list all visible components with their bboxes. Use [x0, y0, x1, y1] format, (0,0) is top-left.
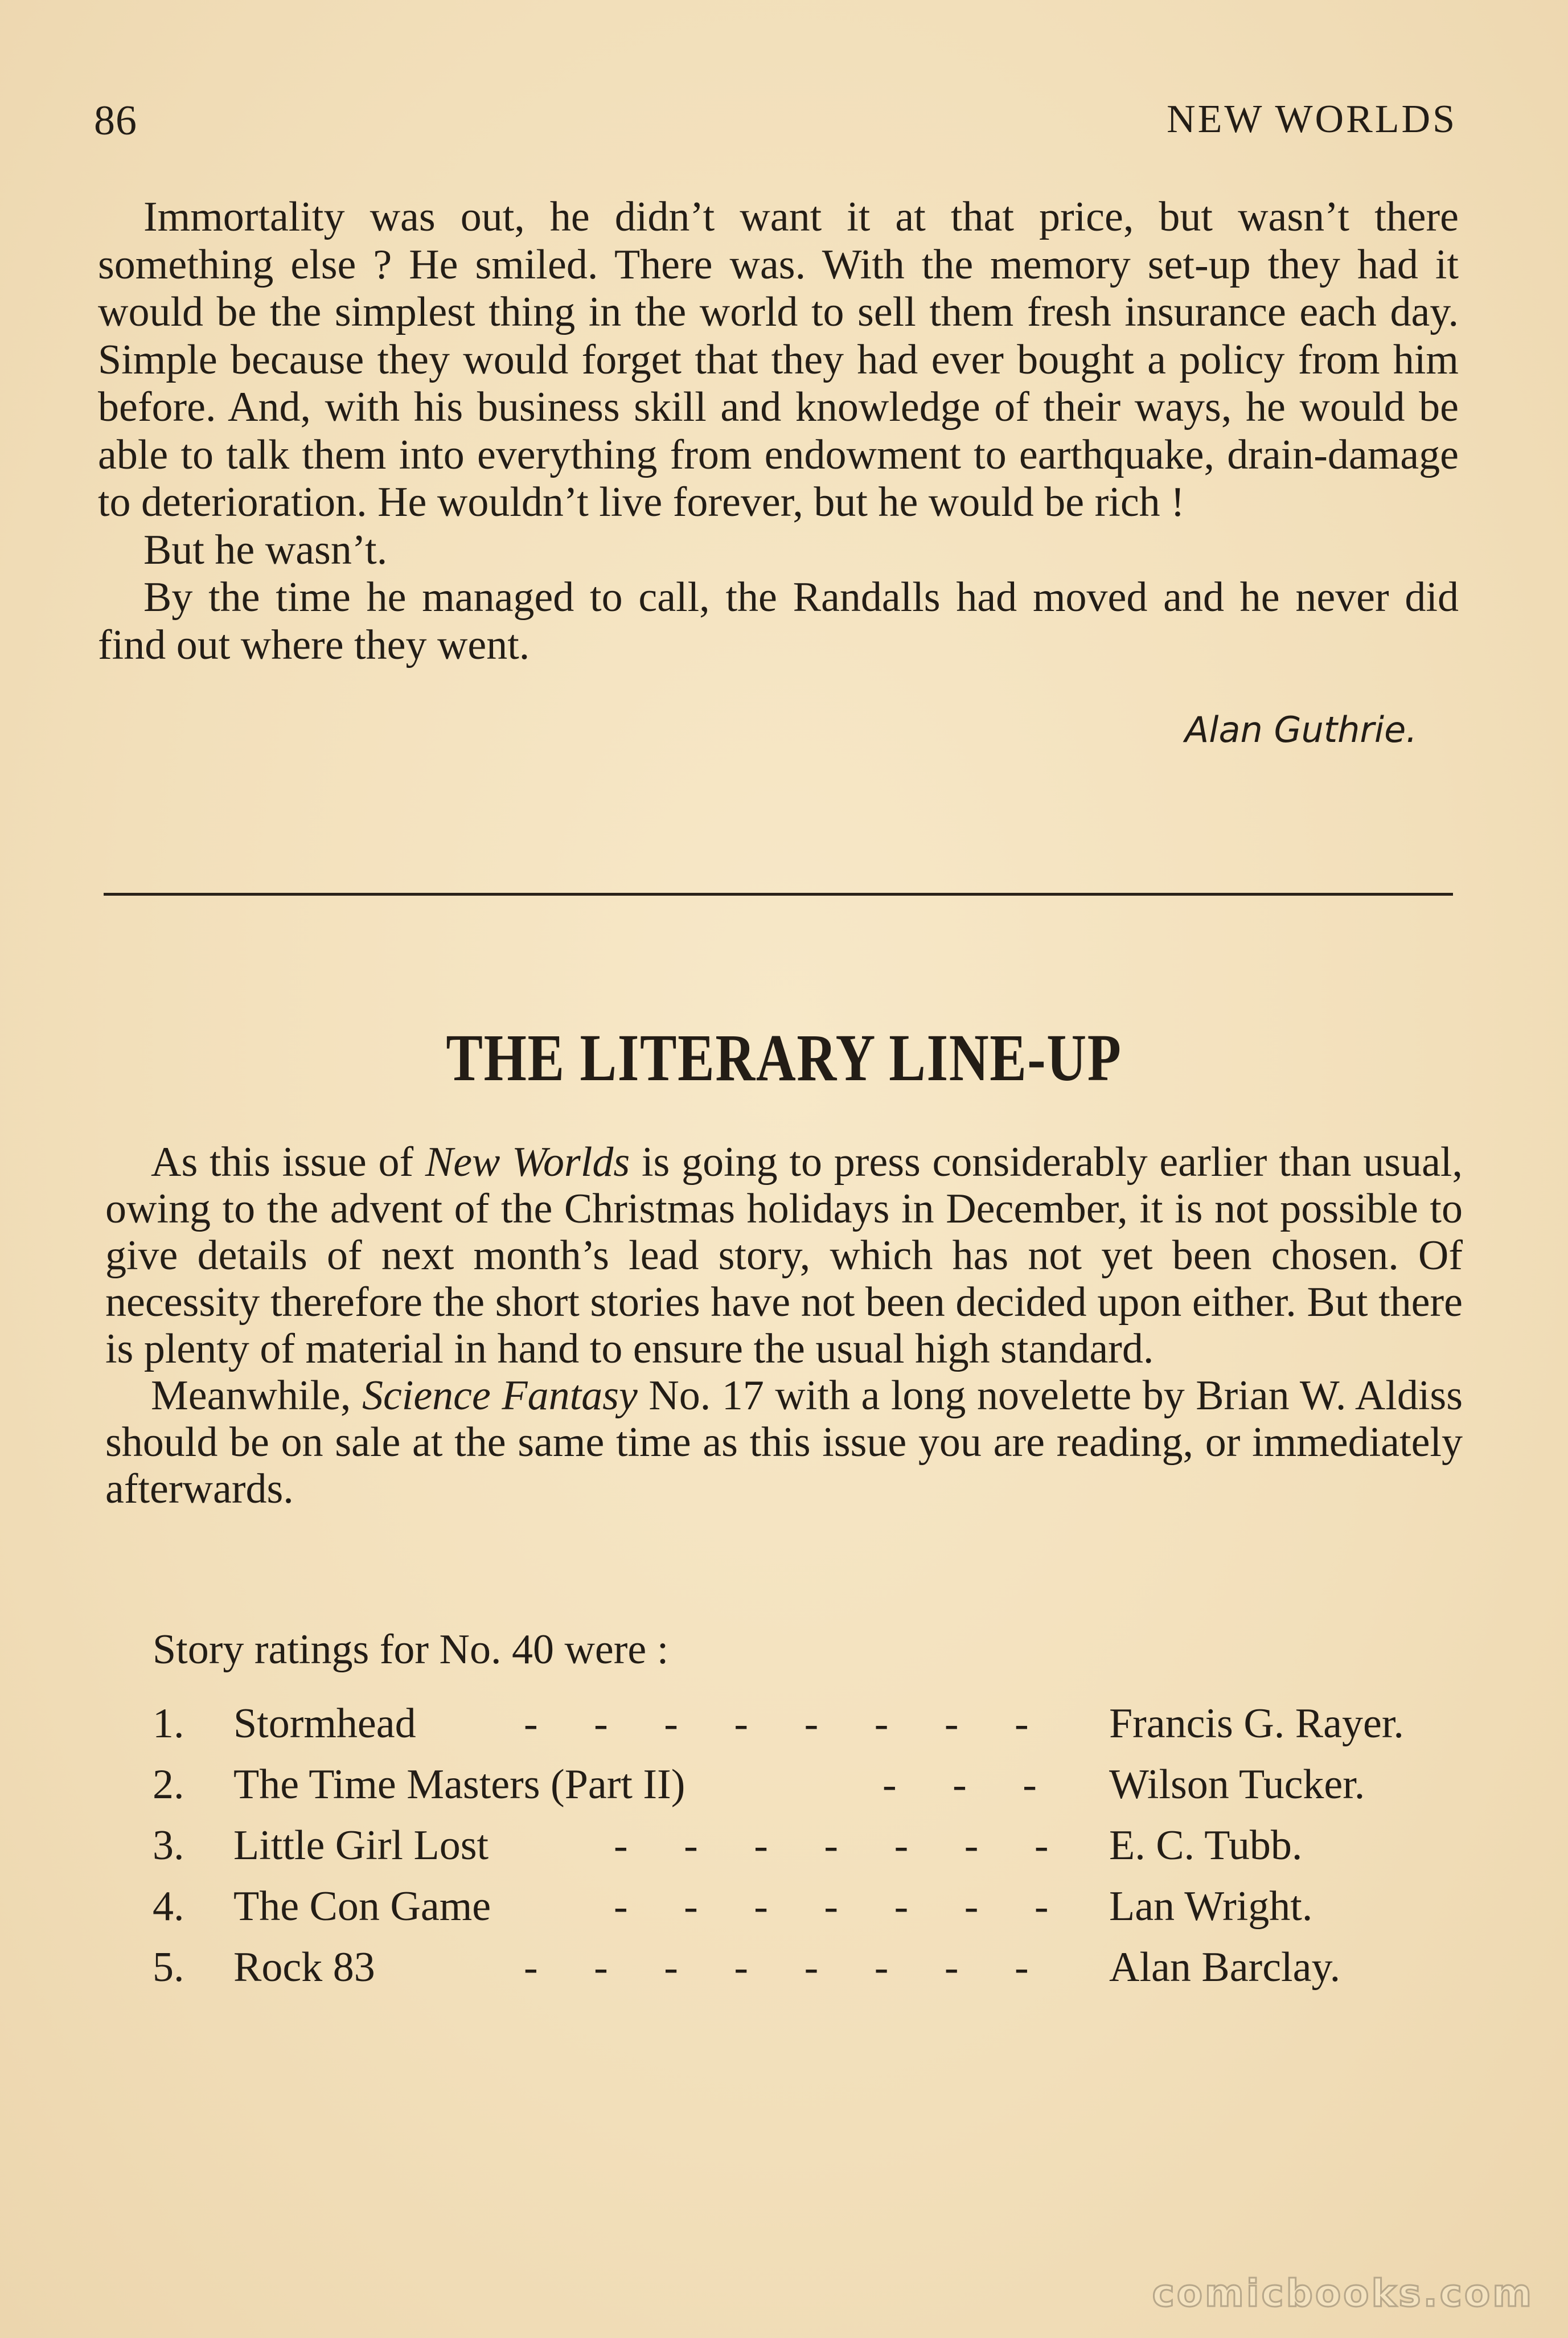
lineup-paragraph: As this issue of New Worlds is going to press considerably earlier than usual, owing to the advent of the Christmas holidays in December, it is not possible to give details of next month’s lead story, which has not yet been chosen. Of necessity therefore the short stories have not been decided upon either. But there is plenty of material in hand to ensure the usual high standard.	[105, 1139, 1463, 1372]
rating-author: Lan Wright.	[1109, 1883, 1313, 1930]
magazine-name: New Worlds	[425, 1139, 630, 1186]
rating-number: 4.	[153, 1883, 184, 1930]
rating-story-title: The Con Game	[233, 1883, 491, 1930]
rating-row	[153, 1700, 1473, 1761]
rating-story-title: Little Girl Lost	[233, 1822, 489, 1869]
dot-leader: - - -	[882, 1761, 1060, 1808]
rating-author: Wilson Tucker.	[1109, 1761, 1365, 1808]
rating-number: 1.	[153, 1700, 184, 1747]
rating-row	[153, 1943, 1473, 2004]
dot-leader: - - - - - - -	[614, 1883, 1072, 1930]
rating-number: 2.	[153, 1761, 184, 1808]
rating-row	[153, 1882, 1473, 1943]
rating-story-title: The Time Masters (Part II)	[233, 1761, 686, 1808]
dot-leader: - - - - - - - -	[524, 1700, 1052, 1747]
rating-author: Francis G. Rayer.	[1109, 1700, 1404, 1747]
dot-leader: - - - - - - - -	[524, 1944, 1052, 1991]
watermark: comicbooks.com	[1152, 2271, 1534, 2315]
rating-number: 3.	[153, 1822, 184, 1869]
rating-author: E. C. Tubb.	[1109, 1822, 1303, 1869]
story-ending	[98, 194, 1459, 669]
rating-story-title: Rock 83	[233, 1944, 375, 1991]
rating-number: 5.	[153, 1944, 184, 1991]
rating-row	[153, 1822, 1473, 1882]
author-byline: Alan Guthrie.	[1184, 709, 1417, 750]
rating-story-title: Stormhead	[233, 1700, 416, 1747]
section-title: THE LITERARY LINE-UP	[446, 1020, 1122, 1095]
lineup-body	[105, 1139, 1463, 1512]
rating-row	[153, 1761, 1473, 1822]
story-paragraph: By the time he managed to call, the Randalls had moved and he never did find out where they went.	[98, 574, 1459, 668]
ratings-list	[153, 1700, 1473, 2004]
running-title: NEW WORLDS	[1167, 97, 1457, 141]
lineup-paragraph: Meanwhile, Science Fantasy No. 17 with a long novelette by Brian W. Aldiss should be on sale at the same time as this issue you are reading, or immediately afterwards.	[105, 1372, 1463, 1512]
page-number: 86	[94, 97, 137, 144]
story-paragraph: But he wasn’t.	[143, 526, 388, 573]
dot-leader: - - - - - - -	[614, 1822, 1072, 1869]
ratings-intro: Story ratings for No. 40 were :	[153, 1626, 669, 1673]
rating-author: Alan Barclay.	[1109, 1944, 1341, 1991]
section-divider	[104, 893, 1453, 896]
magazine-name: Science Fantasy	[362, 1372, 638, 1419]
page-header	[94, 97, 1457, 159]
story-paragraph: Immortality was out, he didn’t want it at that price, but wasn’t there something else ? He smiled. There was. With the memory set-up they had it would be the simplest thing in the world to sell them fresh insurance each day. Simple because they would forget that they had ever bought a policy from him before. And, with his business skill and knowledge of their ways, he would be able to talk them into everything from endowment to earthquake, drain-damage to deterioration. He wouldn’t live forever, but he would be rich !	[98, 194, 1459, 526]
